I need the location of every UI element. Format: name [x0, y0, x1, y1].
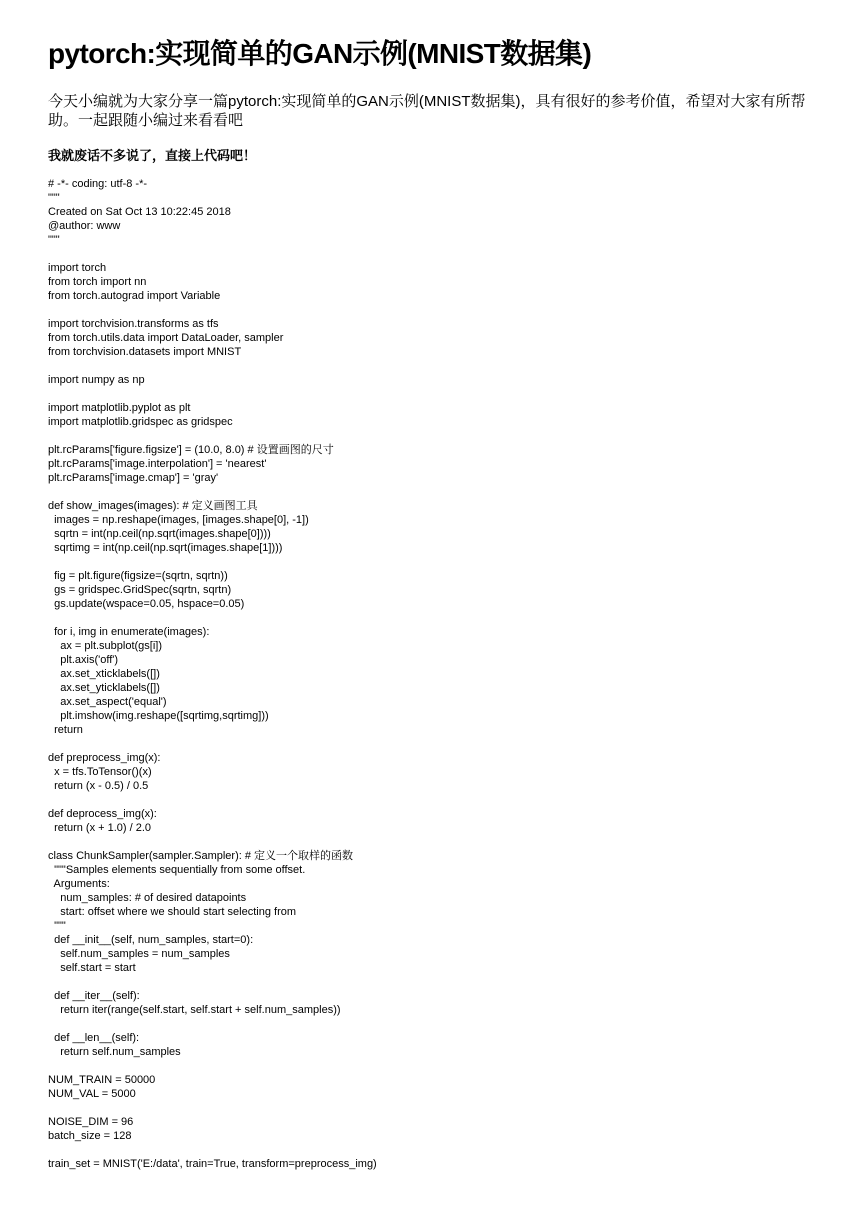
code-line: NOISE_DIM = 96: [48, 1116, 134, 1128]
code-line: [48, 359, 823, 373]
code-line: self.start = start: [48, 962, 136, 974]
code-line: [48, 429, 823, 443]
code-line: plt.axis('off'): [48, 654, 119, 666]
code-line: images = np.reshape(images, [images.shape[0], -1]): [48, 514, 309, 526]
code-line: [48, 1059, 823, 1073]
code-line: import matplotlib.pyplot as plt: [48, 402, 191, 414]
code-line: plt.rcParams['figure.figsize'] = (10.0, 8.0) # 设置画图的尺寸: [48, 444, 334, 456]
code-line: [48, 737, 823, 751]
code-line: return iter(range(self.start, self.start + self.num_samples)): [48, 1004, 341, 1016]
code-line: """: [48, 192, 60, 204]
code-line: def deprocess_img(x):: [48, 808, 157, 820]
code-line: return (x + 1.0) / 2.0: [48, 822, 152, 834]
code-line: Created on Sat Oct 13 10:22:45 2018: [48, 206, 231, 218]
code-line: def __len__(self):: [48, 1032, 140, 1044]
article-title: pytorch:实现简单的GAN示例(MNIST数据集): [48, 38, 592, 69]
code-line: @author: www: [48, 220, 121, 232]
code-line: [48, 555, 823, 569]
code-line: from torch.utils.data import DataLoader, sampler: [48, 332, 284, 344]
code-line: plt.rcParams['image.interpolation'] = 'nearest': [48, 458, 267, 470]
code-line: def __iter__(self):: [48, 990, 140, 1002]
code-line: """: [48, 234, 60, 246]
code-line: NUM_TRAIN = 50000: [48, 1074, 156, 1086]
article-intro: 今天小编就为大家分享一篇pytorch:实现简单的GAN示例(MNIST数据集)，具有很好的参考价值，希望对大家有所帮助。一起跟随小编过来看看吧: [48, 93, 806, 129]
code-line: plt.imshow(img.reshape([sqrtimg,sqrtimg])): [48, 710, 269, 722]
code-line: ax.set_xticklabels([]): [48, 668, 160, 680]
code-line: def __init__(self, num_samples, start=0):: [48, 934, 254, 946]
code-line: return self.num_samples: [48, 1046, 181, 1058]
code-line: class ChunkSampler(sampler.Sampler): # 定义一个取样的函数: [48, 850, 354, 862]
code-line: sqrtimg = int(np.ceil(np.sqrt(images.shape[1]))): [48, 542, 283, 554]
article-lead: 我就废话不多说了，直接上代码吧！: [48, 148, 257, 163]
code-line: [48, 303, 823, 317]
code-line: [48, 387, 823, 401]
code-line: [48, 835, 823, 849]
code-line: plt.rcParams['image.cmap'] = 'gray': [48, 472, 219, 484]
code-line: [48, 611, 823, 625]
code-line: from torch import nn: [48, 276, 147, 288]
code-line: num_samples: # of desired datapoints: [48, 892, 247, 904]
code-line: def preprocess_img(x):: [48, 752, 161, 764]
code-line: import torchvision.transforms as tfs: [48, 318, 219, 330]
code-line: from torch.autograd import Variable: [48, 290, 221, 302]
code-line: [48, 1017, 823, 1031]
code-line: def show_images(images): # 定义画图工具: [48, 500, 258, 512]
article: [48, 34, 823, 1171]
code-line: [48, 975, 823, 989]
code-line: """Samples elements sequentially from some offset.: [48, 864, 306, 876]
code-line: import numpy as np: [48, 374, 145, 386]
code-line: NUM_VAL = 5000: [48, 1088, 136, 1100]
code-line: gs.update(wspace=0.05, hspace=0.05): [48, 598, 245, 610]
code-line: import matplotlib.gridspec as gridspec: [48, 416, 233, 428]
code-line: return (x - 0.5) / 0.5: [48, 780, 149, 792]
code-line: sqrtn = int(np.ceil(np.sqrt(images.shape[0]))): [48, 528, 271, 540]
code-line: [48, 1143, 823, 1157]
code-line: train_set = MNIST('E:/data', train=True, transform=preprocess_img): [48, 1158, 377, 1170]
code-line: ax.set_aspect('equal'): [48, 696, 167, 708]
code-line: start: offset where we should start selecting from: [48, 906, 297, 918]
code-line: batch_size = 128: [48, 1130, 132, 1142]
code-line: from torchvision.datasets import MNIST: [48, 346, 242, 358]
code-line: return: [48, 724, 83, 736]
code-line: [48, 1101, 823, 1115]
code-line: """: [48, 920, 66, 932]
code-line: x = tfs.ToTensor()(x): [48, 766, 152, 778]
code-line: ax.set_yticklabels([]): [48, 682, 160, 694]
code-line: Arguments:: [48, 878, 110, 890]
code-line: for i, img in enumerate(images):: [48, 626, 210, 638]
code-line: self.num_samples = num_samples: [48, 948, 230, 960]
code-line: fig = plt.figure(figsize=(sqrtn, sqrtn)): [48, 570, 228, 582]
code-line: import torch: [48, 262, 107, 274]
code-line: ax = plt.subplot(gs[i]): [48, 640, 163, 652]
code-line: # -*- coding: utf-8 -*-: [48, 178, 148, 190]
code-line: [48, 247, 823, 261]
code-line: [48, 793, 823, 807]
code-line: [48, 485, 823, 499]
code-block: [48, 177, 823, 1171]
code-line: gs = gridspec.GridSpec(sqrtn, sqrtn): [48, 584, 232, 596]
